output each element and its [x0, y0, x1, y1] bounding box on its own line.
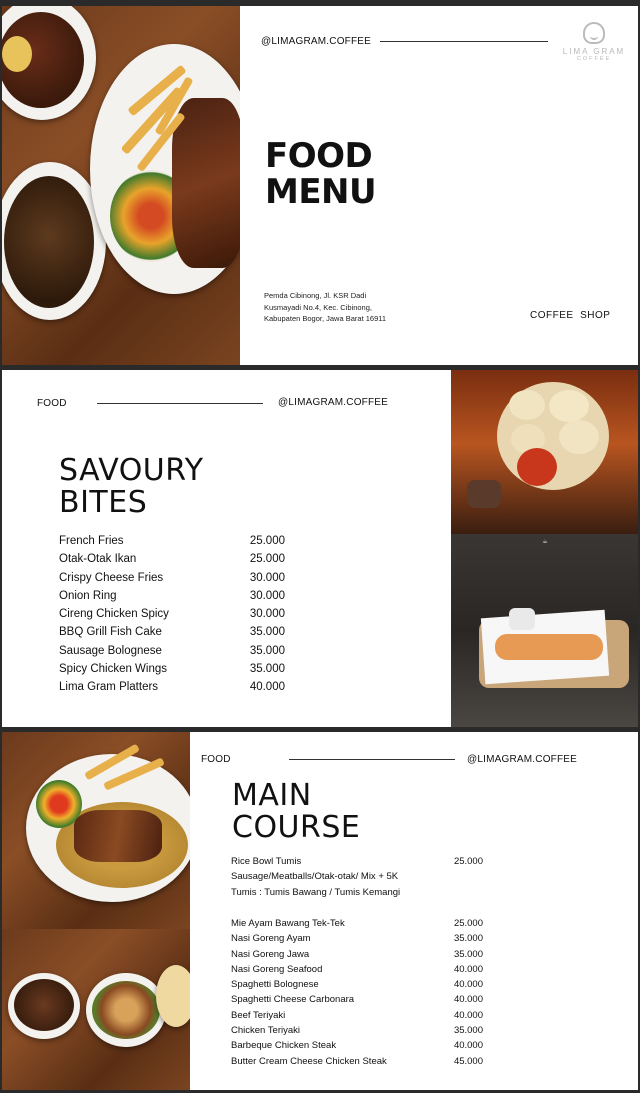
cover-food-photo: [2, 6, 240, 365]
dumplings-photo: [451, 370, 638, 534]
cover-title-line1: FOOD: [265, 136, 373, 176]
menu-item-name: Chicken Teriyaki: [231, 1025, 300, 1037]
menu-item-name: Nasi Goreng Seafood: [231, 963, 323, 975]
menu-item-note: Sausage/Meatballs/Otak-otak/ Mix + 5K: [231, 871, 399, 883]
section-title: [59, 455, 204, 519]
menu-item-name: Otak-Otak Ikan: [59, 553, 137, 566]
menu-item-name: Barbeque Chicken Steak: [231, 1040, 337, 1052]
menu-item-price: 40.000: [453, 1009, 483, 1021]
section-label: FOOD: [201, 754, 231, 765]
menu-row: [231, 1054, 483, 1069]
address-line2: Kusmayadi No.4, Kec. Cibinong,: [264, 302, 372, 312]
menu-row: [231, 916, 483, 931]
section-title: [232, 780, 360, 844]
brand-logo: [558, 22, 630, 63]
menu-row: [59, 605, 285, 623]
menu-row: [231, 1008, 483, 1023]
menu-item-price: 30.000: [249, 571, 285, 584]
header-divider: [289, 759, 455, 760]
menu-row: [59, 569, 285, 587]
menu-item-name: Sausage Bolognese: [59, 644, 162, 657]
menu-row: [231, 1038, 483, 1053]
address-line1: Pemda Cibinong, Jl. KSR Dadi: [264, 291, 367, 300]
menu-row: [231, 977, 483, 992]
menu-item-price: 35.000: [249, 644, 285, 657]
menu-row: [231, 854, 483, 869]
menu-row: [231, 962, 483, 977]
menu-row: [231, 1023, 483, 1038]
address-line3: Kabupaten Bogor, Jawa Barat 16911: [264, 314, 387, 323]
cover-title: [265, 138, 376, 210]
brand-handle: @LIMAGRAM.COFFEE: [278, 397, 389, 408]
menu-item-name: Spaghetti Cheese Carbonara: [231, 994, 355, 1006]
header-divider: [97, 403, 263, 404]
menu-item-price: 25.000: [249, 535, 285, 547]
shop-tagline: COFFEE SHOP: [530, 310, 611, 321]
main-course-menu-list: [231, 916, 483, 1069]
menu-item-price: 40.000: [453, 979, 483, 991]
menu-row: [59, 532, 285, 550]
section-title-line2: BITES: [59, 485, 148, 520]
section-title-line1: MAIN: [232, 778, 312, 813]
menu-item-price: 40.000: [453, 994, 483, 1006]
menu-row: [59, 642, 285, 660]
menu-row: [231, 992, 483, 1007]
coffee-cup-icon: [583, 22, 605, 44]
menu-row: [59, 678, 285, 696]
menu-item-note: Tumis : Tumis Bawang / Tumis Kemangi: [231, 886, 401, 898]
section-title-line2: COURSE: [232, 810, 361, 845]
menu-item-name: Rice Bowl Tumis: [231, 856, 302, 867]
menu-row: [59, 550, 285, 568]
section-title-line1: SAVOURY: [59, 453, 204, 488]
logo-text: LIMA GRAM: [562, 47, 626, 56]
steak-photo: [2, 732, 190, 929]
savoury-panel: [2, 370, 638, 727]
menu-row: [59, 587, 285, 605]
cover-title-line2: MENU: [265, 172, 377, 212]
menu-item-price: 40.000: [249, 681, 285, 694]
menu-item-name: Mie Ayam Bawang Tek-Tek: [231, 918, 345, 929]
logo-subtext: COFFEE: [576, 56, 612, 62]
menu-row: [59, 623, 285, 641]
menu-item-name: Butter Cream Cheese Chicken Steak: [231, 1055, 387, 1067]
header-divider: [380, 41, 548, 42]
menu-item-price: 30.000: [249, 608, 285, 621]
menu-item-name: Nasi Goreng Ayam: [231, 933, 311, 945]
menu-row: [59, 660, 285, 678]
menu-item-price: 35.000: [249, 663, 285, 676]
menu-item-price: 40.000: [453, 963, 483, 975]
menu-item-name: Onion Ring: [59, 589, 117, 602]
menu-item-name: French Fries: [59, 535, 124, 547]
menu-item-name: Nasi Goreng Jawa: [231, 948, 310, 960]
menu-item-name: Spaghetti Bolognese: [231, 979, 319, 991]
menu-item-name: Spicy Chicken Wings: [59, 663, 168, 676]
menu-item-name: Cireng Chicken Spicy: [59, 608, 169, 621]
menu-item-price: 35.000: [453, 933, 483, 945]
main-course-panel: [2, 732, 638, 1090]
cover-panel: [2, 6, 638, 365]
brand-handle: @LIMAGRAM.COFFEE: [467, 754, 578, 765]
address: [264, 290, 386, 325]
menu-row: [231, 947, 483, 962]
menu-row: [231, 931, 483, 946]
menu-item-name: Crispy Cheese Fries: [59, 571, 164, 584]
brand-handle: @LIMAGRAM.COFFEE: [261, 36, 372, 47]
menu-item-price: 35.000: [249, 626, 285, 639]
menu-item-price: 35.000: [453, 1025, 483, 1037]
menu-item-name: BBQ Grill Fish Cake: [59, 626, 162, 639]
savoury-menu-list: [59, 532, 285, 697]
menu-item-price: 25.000: [249, 553, 285, 566]
menu-item-price: 45.000: [453, 1055, 483, 1067]
rice-bowl-block: [231, 854, 483, 900]
menu-item-price: 25.000: [453, 918, 483, 929]
menu-item-price: 25.000: [453, 856, 483, 867]
bowls-photo: [2, 929, 190, 1090]
menu-item-price: 30.000: [249, 589, 285, 602]
menu-item-price: 40.000: [453, 1040, 483, 1052]
section-label: FOOD: [37, 398, 67, 409]
menu-item-name: Beef Teriyaki: [231, 1009, 286, 1021]
menu-item-name: Lima Gram Platters: [59, 681, 159, 694]
platter-photo: ☕: [451, 534, 638, 727]
menu-item-price: 35.000: [453, 948, 483, 960]
